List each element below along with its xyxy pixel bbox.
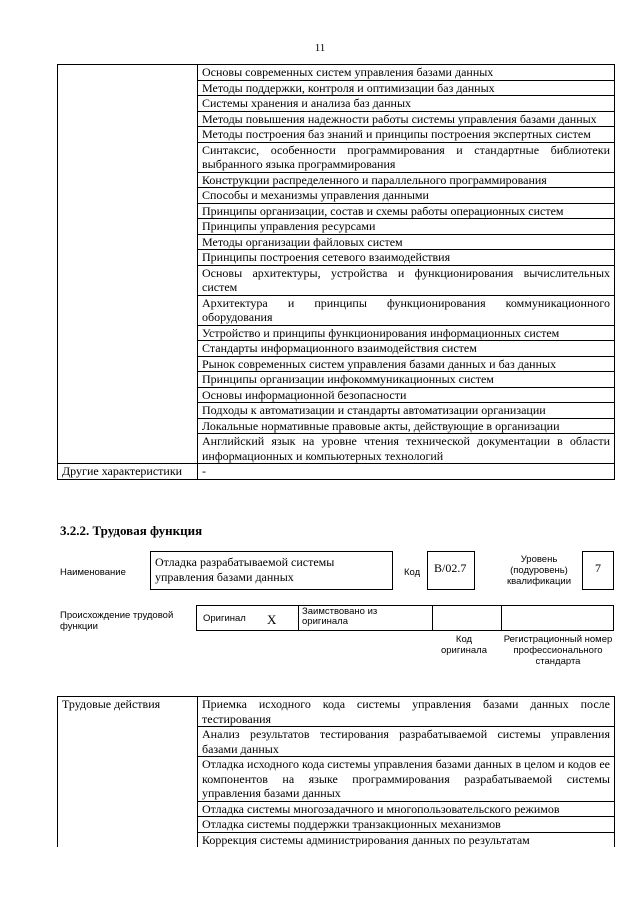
knowledge-item: Рынок современных систем управления базами данных и баз данных: [198, 356, 615, 372]
origin-row: [196, 605, 614, 631]
knowledge-item: Методы повышения надежности работы системы управления базами данных: [198, 111, 615, 127]
action-item: Отладка системы поддержки транзакционных механизмов: [198, 817, 615, 833]
knowledge-item: Принципы управления ресурсами: [198, 219, 615, 235]
code-original-cell: [433, 605, 502, 631]
borrowed-label: Заимствовано из оригинала: [302, 606, 378, 627]
original-cell: [196, 605, 298, 631]
function-name-box: Отладка разрабатываемой системы управления базами данных: [150, 551, 393, 590]
other-characteristics-row: [58, 464, 615, 480]
knowledge-item: Синтаксис, особенности программирования и стандартные библиотеки выбранного языка программирования: [198, 142, 615, 172]
level-box: 7: [582, 551, 614, 590]
knowledge-item: Подходы к автоматизации и стандарты автоматизации организации: [198, 403, 615, 419]
knowledge-item: Системы хранения и анализа баз данных: [198, 96, 615, 112]
reg-number-label: Регистрационный номер профессионального стандарта: [503, 634, 613, 667]
knowledge-item: Архитектура и принципы функционирования коммуникационного оборудования: [198, 295, 615, 325]
other-characteristics-label: Другие характеристики: [58, 464, 198, 480]
knowledge-item: Локальные нормативные правовые акты, действующие в организации: [198, 418, 615, 434]
action-item: Приемка исходного кода системы управления базами данных после тестирования: [198, 697, 615, 727]
knowledge-item: Основы информационной безопасности: [198, 387, 615, 403]
page-number: 11: [314, 42, 326, 54]
action-item: Отладка системы многозадачного и многопользовательского режимов: [198, 801, 615, 817]
knowledge-item: Методы поддержки, контроля и оптимизации баз данных: [198, 80, 615, 96]
knowledge-item: Стандарты информационного взаимодействия систем: [198, 341, 615, 357]
code-label: Код: [404, 567, 421, 578]
knowledge-item: Принципы организации инфокоммуникационных систем: [198, 372, 615, 388]
action-item: Коррекция системы администрирования данных по результатам: [198, 832, 615, 847]
knowledge-item: Принципы построения сетевого взаимодействия: [198, 250, 615, 266]
code-original-label: Код оригинала: [440, 634, 487, 656]
knowledge-item: Методы организации файловых систем: [198, 234, 615, 250]
actions-label: Трудовые действия: [58, 697, 198, 848]
action-item: Отладка исходного кода системы управления базами данных в целом и кодов ее компонентов на языке программирования разрабатываемой системы управления базами данных: [198, 757, 615, 802]
knowledge-label-cell: [58, 65, 198, 464]
knowledge-row: [58, 65, 615, 81]
knowledge-table: [57, 64, 615, 480]
name-label: Наименование: [60, 567, 126, 578]
action-row: [58, 697, 615, 727]
knowledge-item: Методы построения баз знаний и принципы построения экспертных систем: [198, 127, 615, 143]
actions-table: [57, 696, 615, 847]
knowledge-item: Способы и механизмы управления данными: [198, 188, 615, 204]
knowledge-item: Конструкции распределенного и параллельного программирования: [198, 172, 615, 188]
knowledge-item: Устройство и принципы функционирования информационных систем: [198, 325, 615, 341]
borrowed-cell: [298, 605, 433, 631]
original-mark: X: [267, 612, 277, 627]
knowledge-item: Английский язык на уровне чтения технической документации в области информационных и компьютерных технологий: [198, 434, 615, 464]
original-label: Оригинал: [203, 613, 246, 624]
section-title: 3.2.2. Трудовая функция: [60, 523, 203, 538]
knowledge-item: Основы современных систем управления базами данных: [198, 65, 615, 81]
other-characteristics-value: -: [198, 464, 615, 480]
knowledge-item: Принципы организации, состав и схемы работы операционных систем: [198, 203, 615, 219]
knowledge-item: Основы архитектуры, устройства и функционирования вычислительных систем: [198, 265, 615, 295]
function-code-box: B/02.7: [427, 551, 475, 590]
level-label: Уровень (подуровень) квалификации: [506, 554, 572, 587]
origin-label: Происхождение трудовой функции: [60, 610, 174, 632]
reg-number-cell: [502, 605, 614, 631]
action-item: Анализ результатов тестирования разрабатываемой системы управления базами данных: [198, 727, 615, 757]
